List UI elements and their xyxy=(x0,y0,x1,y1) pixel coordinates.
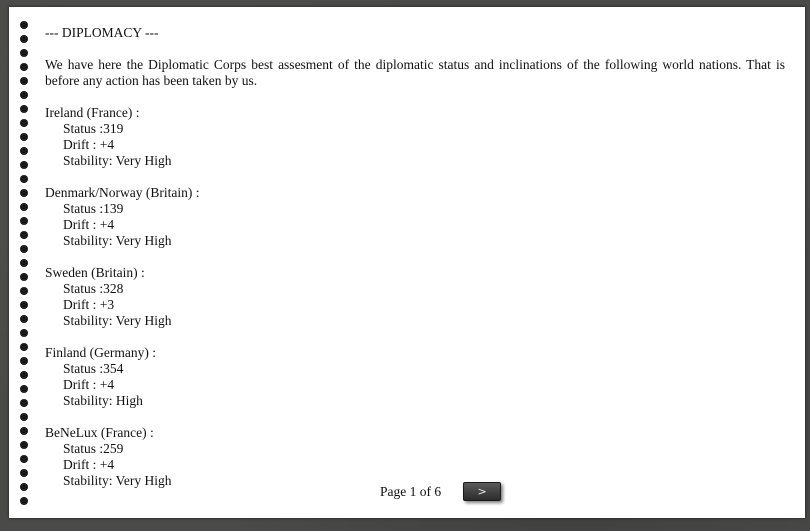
nation-name: Denmark/Norway (Britain) : xyxy=(45,185,200,200)
binder-hole xyxy=(20,245,28,253)
binder-hole xyxy=(20,301,28,309)
nation-status: Status :354 xyxy=(63,361,124,376)
nation-drift: Drift : +4 xyxy=(63,137,115,152)
nation-name: Ireland (France) : xyxy=(45,105,140,120)
nation-name: Finland (Germany) : xyxy=(45,345,156,360)
diplomacy-report xyxy=(45,25,785,505)
notebook-page xyxy=(9,7,805,518)
binder-hole xyxy=(20,161,28,169)
report-intro: We have here the Diplomatic Corps best assesment of the diplomatic status and inclinations of the following world nations. That is before any action has been taken by us. xyxy=(45,57,785,88)
binder-hole xyxy=(20,77,28,85)
binder-hole xyxy=(20,133,28,141)
nation-drift: Drift : +3 xyxy=(63,297,115,312)
binder-hole xyxy=(20,175,28,183)
binder-hole xyxy=(20,357,28,365)
binder-hole xyxy=(20,189,28,197)
pagination xyxy=(380,482,501,501)
next-page-button[interactable]: > xyxy=(463,482,501,501)
binder-hole xyxy=(20,91,28,99)
nation-name: BeNeLux (France) : xyxy=(45,425,154,440)
binder-hole xyxy=(20,63,28,71)
nation-name: Sweden (Britain) : xyxy=(45,265,145,280)
nation-status: Status :319 xyxy=(63,121,124,136)
nation-entry xyxy=(45,265,785,329)
nation-status: Status :139 xyxy=(63,201,124,216)
nation-stability: Stability: Very High xyxy=(63,313,172,328)
binder-hole xyxy=(20,441,28,449)
nation-entry xyxy=(45,185,785,249)
nation-entry xyxy=(45,425,785,489)
nation-stability: Stability: Very High xyxy=(63,233,172,248)
binder-hole xyxy=(20,273,28,281)
nation-status: Status :328 xyxy=(63,281,124,296)
binder-hole xyxy=(20,287,28,295)
binder-hole xyxy=(20,497,28,505)
nation-drift: Drift : +4 xyxy=(63,377,115,392)
binder-hole xyxy=(20,105,28,113)
binder-hole xyxy=(20,343,28,351)
binder-hole xyxy=(20,147,28,155)
nation-stability: Stability: Very High xyxy=(63,473,172,488)
binder-hole xyxy=(20,21,28,29)
page-indicator: Page 1 of 6 xyxy=(380,483,442,499)
binder-hole xyxy=(20,259,28,267)
binder-hole xyxy=(20,371,28,379)
nation-stability: Stability: Very High xyxy=(63,153,172,168)
binder-hole xyxy=(20,35,28,43)
binder-hole xyxy=(20,203,28,211)
binder-hole xyxy=(20,413,28,421)
binder-holes xyxy=(20,21,30,511)
nation-status: Status :259 xyxy=(63,441,124,456)
binder-hole xyxy=(20,231,28,239)
nation-stability: Stability: High xyxy=(63,393,143,408)
binder-hole xyxy=(20,399,28,407)
nation-entry xyxy=(45,105,785,169)
binder-hole xyxy=(20,469,28,477)
binder-hole xyxy=(20,427,28,435)
nation-drift: Drift : +4 xyxy=(63,217,115,232)
nation-drift: Drift : +4 xyxy=(63,457,115,472)
binder-hole xyxy=(20,315,28,323)
nation-entry xyxy=(45,345,785,409)
binder-hole xyxy=(20,49,28,57)
binder-hole xyxy=(20,385,28,393)
report-heading: --- DIPLOMACY --- xyxy=(45,25,159,40)
binder-hole xyxy=(20,483,28,491)
binder-hole xyxy=(20,329,28,337)
binder-hole xyxy=(20,455,28,463)
binder-hole xyxy=(20,217,28,225)
binder-hole xyxy=(20,119,28,127)
